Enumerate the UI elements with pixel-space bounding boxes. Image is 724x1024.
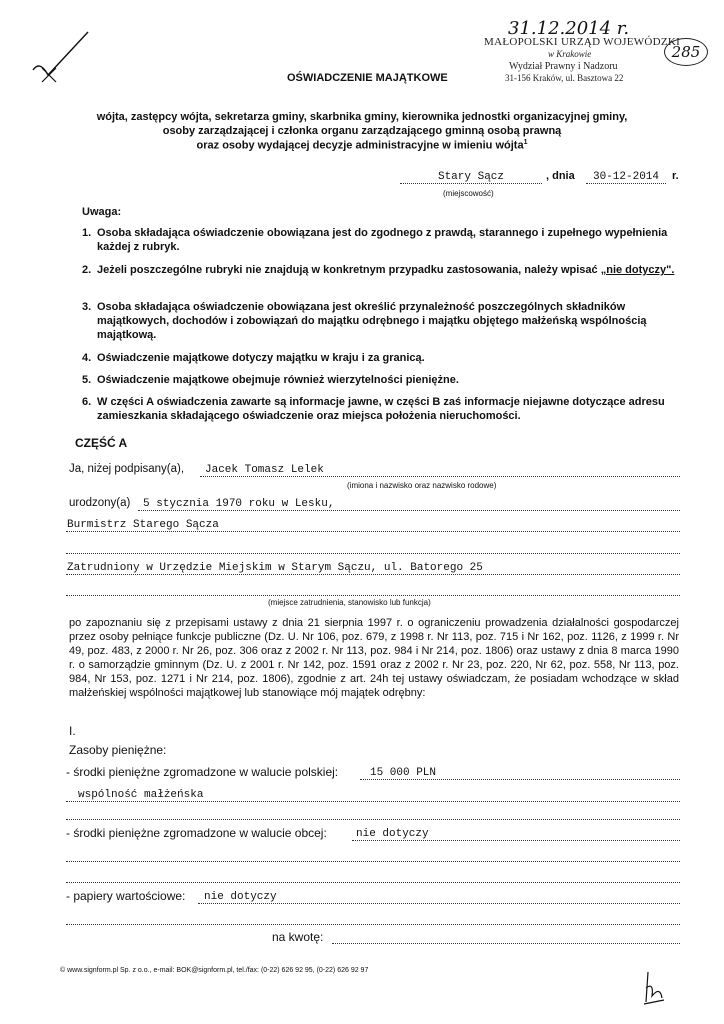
blank-line [66,882,680,883]
subtitle-line-2: osoby zarządzającej i członka organu zarządzającego gminną osobą prawną [162,125,562,137]
amount-label: na kwotę: [272,930,324,944]
document-title: OŚWIADCZENIE MAJĄTKOWE [287,72,448,84]
foreign-label: - środki pieniężne zgromadzone w walucie obcej: [66,826,327,840]
footer-text: © www.signform.pl Sp. z o.o., e-mail: BOK@signform.pl, tel./fax: (0-22) 626 92 95, (0-22) 626 92 97 [60,967,369,974]
amount-line [332,943,680,944]
handwritten-date: 31.12.2014 r. [508,18,630,39]
born-label: urodzony(a) [69,497,131,509]
securities-label: - papiery wartościowe: [66,889,186,903]
subtitle-line-1: wójta, zastępcy wójta, sekretarza gminy, skarbnika gminy, kierownika jednostki organizacyjnej gminy, [96,111,628,123]
foreign-line [352,840,680,841]
name-line [200,476,680,477]
stamp-number: 285 [664,38,708,66]
place-field[interactable]: Stary Sącz [400,171,542,184]
position-field[interactable]: Burmistrz Starego Sącza [67,519,219,531]
check-mark-icon [28,30,98,88]
blank-line [66,595,680,596]
employment-caption: (miejsce zatrudnienia, stanowisko lub funkcja) [268,598,431,607]
born-field[interactable]: 5 stycznia 1970 roku w Lesku, [143,498,335,510]
securities-line [198,903,680,904]
blank-line [66,819,680,820]
statement-text: po zapoznaniu się z przepisami ustawy z dnia 21 sierpnia 1997 r. o ograniczeniu prowadzenia działalności gospodarczej przez osoby pełniące funkcje publiczne (Dz. U. Nr 106, poz. 679, z 1998 r. Nr 113, poz. 715 i Nr 162, poz. 1126, z 1999 r. Nr 49, poz. 483, z 2000 r. Nr 26, poz. 306 oraz z 2002 r. Nr 113, poz. 984 i Nr 214, poz. 1806) oraz ustawy z dnia 8 marca 1990 r. o samorządzie gminnym (Dz. U. z 2001 r. Nr 142, poz. 1591 oraz z 2002 r. Nr 23, poz. 220, Nr 62, poz. 558, Nr 113, poz. 984, Nr 153, poz. 1271 i Nr 214, poz. 1806), zgodnie z art. 24h tej ustawy oświadczam, że posiadam wchodzące w skład małżeńskiej wspólności majątkowej lub stanowiące mój majątek odrębny: [69,617,679,699]
stamp-line-department: Wydział Prawny i Nadzoru [509,61,618,72]
stamp-line-address: 31-156 Kraków, ul. Basztowa 22 [505,73,624,83]
position-line [66,531,680,532]
date-field[interactable]: 30-12-2014 [586,171,666,184]
place-caption: (miejscowość) [443,189,494,198]
stamp-line-city: w Krakowie [548,49,592,59]
blank-line [66,553,680,554]
name-caption: (imiona i nazwisko oraz nazwisko rodowe) [347,481,497,490]
blank-line [66,861,680,862]
notes-heading: Uwaga: [82,206,122,218]
employment-field[interactable]: Zatrudniony w Urzędzie Miejskim w Starym Sączu, ul. Batorego 25 [67,562,483,574]
date-label: , dnia [546,170,575,182]
section-1-heading: Zasoby pieniężne: [69,743,167,757]
signed-label: Ja, niżej podpisany(a), [69,463,185,475]
foreign-field[interactable]: nie dotyczy [356,828,429,840]
employment-line [66,574,680,575]
part-a-heading: CZĘŚĆ A [75,436,128,450]
pln-line [360,779,680,780]
section-1-roman: I. [69,724,76,738]
born-line [138,510,680,511]
pln-field[interactable]: 15 000 PLN [370,767,437,779]
signature-initials [640,968,670,1008]
stamp-line-office: MAŁOPOLSKI URZĄD WOJEWÓDZKI [484,36,681,48]
name-field[interactable]: Jacek Tomasz Lelek [205,464,324,476]
pln-note-line [66,801,680,802]
securities-field[interactable]: nie dotyczy [204,891,277,903]
pln-note-field[interactable]: wspólność małżeńska [78,789,204,801]
blank-line [66,924,680,925]
subtitle-line-3: oraz osoby wydającej decyzje administracyjne w imieniu wójta$^1$ [196,139,528,152]
date-suffix: r. [672,170,679,182]
pln-label: - środki pieniężne zgromadzone w walucie polskiej: [66,765,339,779]
